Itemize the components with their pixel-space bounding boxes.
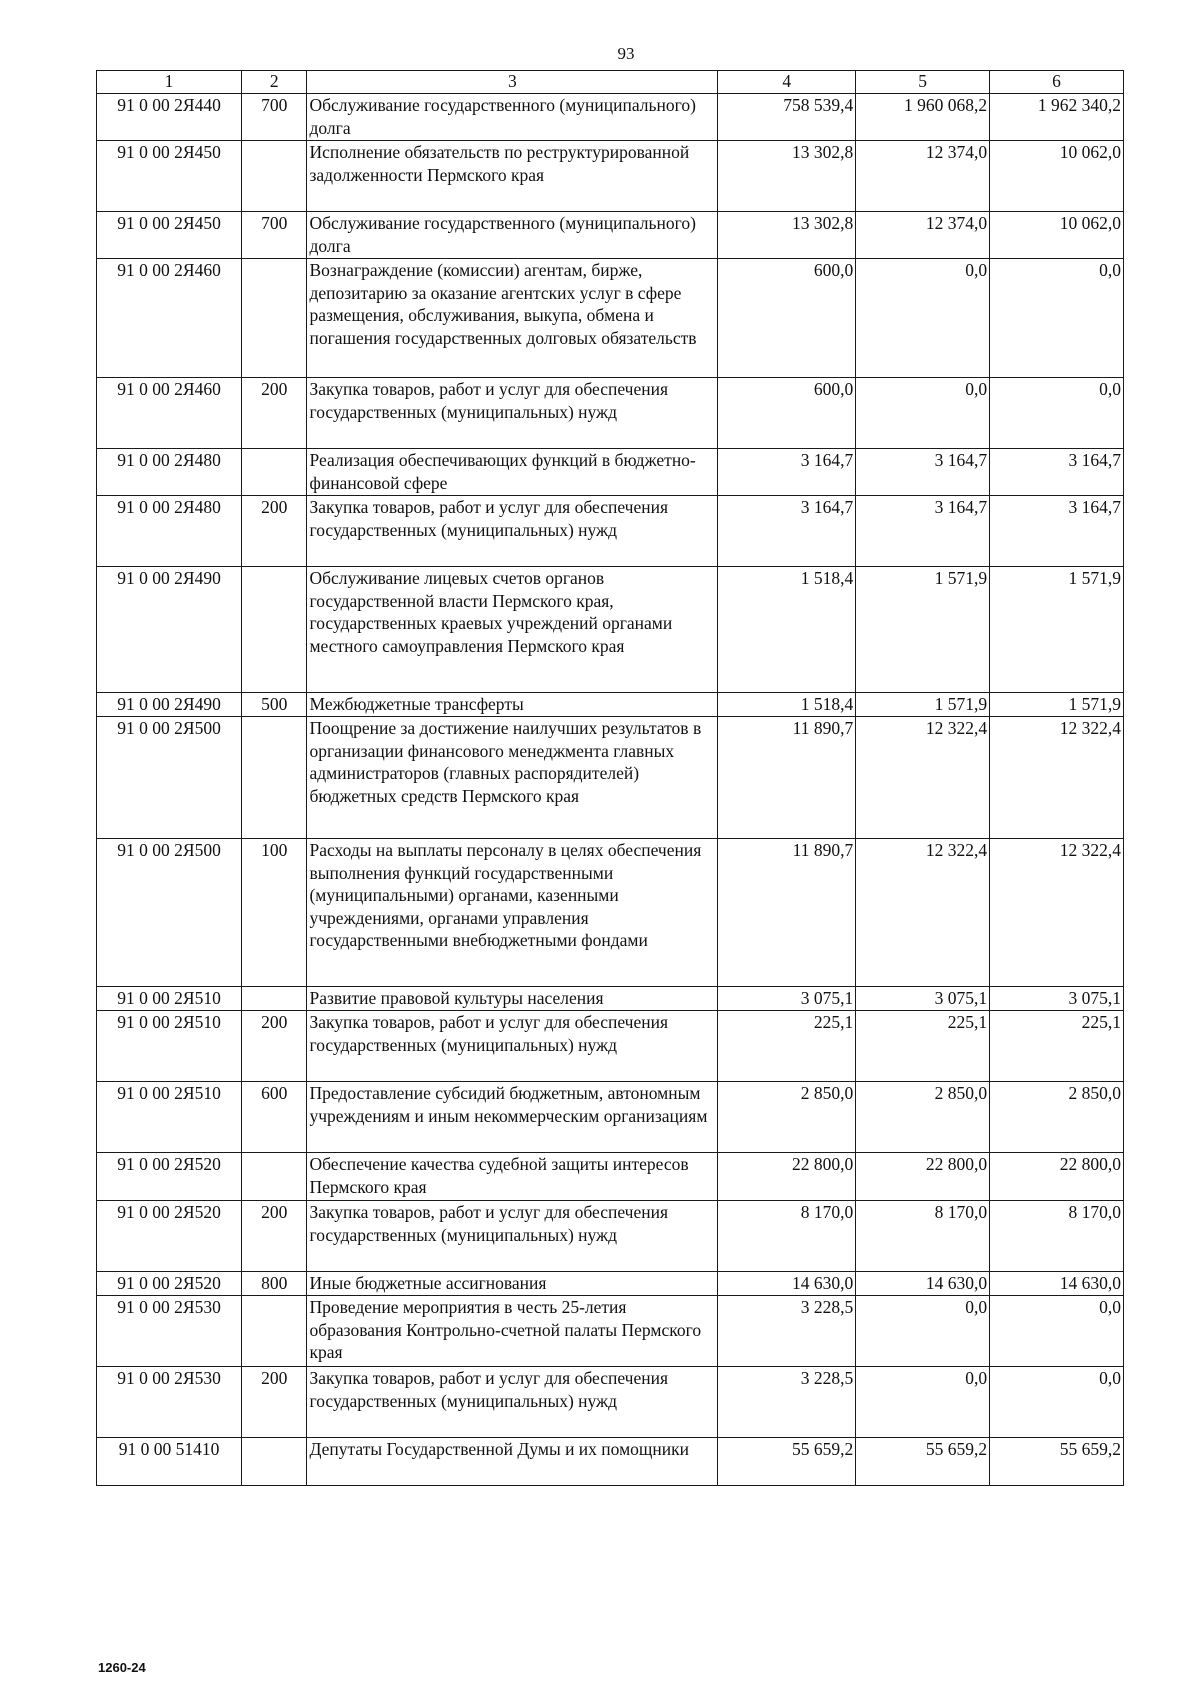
row-code: 91 0 00 2Я500 — [97, 717, 242, 839]
row-value-col5: 14 630,0 — [856, 1272, 990, 1296]
row-value-col5: 1 571,9 — [856, 567, 990, 693]
table-row — [97, 717, 1124, 839]
row-value-col4: 600,0 — [718, 259, 856, 378]
row-name: Межбюджетные трансферты — [307, 693, 718, 717]
row-value-col4: 3 228,5 — [718, 1367, 856, 1438]
row-value-col5: 1 960 068,2 — [856, 94, 990, 141]
row-value-col4: 14 630,0 — [718, 1272, 856, 1296]
column-header-5: 5 — [856, 71, 990, 94]
row-name: Предоставление субсидий бюджетным, автономным учреждениям и иным некоммерческим организациям — [307, 1082, 718, 1153]
row-name: Обслуживание государственного (муниципального) долга — [307, 212, 718, 259]
row-value-col4: 3 228,5 — [718, 1296, 856, 1367]
row-value-col5: 12 374,0 — [856, 141, 990, 212]
table-row — [97, 1082, 1124, 1153]
table-row — [97, 1153, 1124, 1201]
table-row — [97, 259, 1124, 378]
row-code: 91 0 00 2Я490 — [97, 567, 242, 693]
table-row — [97, 1011, 1124, 1082]
table-row — [97, 567, 1124, 693]
row-value-col4: 11 890,7 — [718, 839, 856, 987]
row-value-col4: 1 518,4 — [718, 567, 856, 693]
row-value-col4: 13 302,8 — [718, 212, 856, 259]
row-name: Закупка товаров, работ и услуг для обеспечения государственных (муниципальных) нужд — [307, 1367, 718, 1438]
row-value-col6: 1 962 340,2 — [990, 94, 1124, 141]
table-row — [97, 94, 1124, 141]
row-name: Реализация обеспечивающих функций в бюджетно-финансовой сфере — [307, 449, 718, 496]
row-value-col4: 55 659,2 — [718, 1438, 856, 1486]
row-name: Поощрение за достижение наилучших результатов в организации финансового менеджмента главных администраторов (главных распорядителей) бюджетных средств Пермского края — [307, 717, 718, 839]
row-value-col4: 22 800,0 — [718, 1153, 856, 1201]
row-expense-type — [242, 567, 307, 693]
row-value-col6: 14 630,0 — [990, 1272, 1124, 1296]
row-value-col5: 12 322,4 — [856, 839, 990, 987]
table-row — [97, 1272, 1124, 1296]
row-code: 91 0 00 2Я440 — [97, 94, 242, 141]
row-value-col6: 22 800,0 — [990, 1153, 1124, 1201]
row-expense-type: 700 — [242, 94, 307, 141]
row-value-col6: 225,1 — [990, 1011, 1124, 1082]
row-expense-type — [242, 1153, 307, 1201]
table-row — [97, 378, 1124, 449]
row-code: 91 0 00 2Я500 — [97, 839, 242, 987]
row-name: Закупка товаров, работ и услуг для обеспечения государственных (муниципальных) нужд — [307, 1011, 718, 1082]
row-code: 91 0 00 2Я450 — [97, 212, 242, 259]
column-header-4: 4 — [718, 71, 856, 94]
row-expense-type: 200 — [242, 496, 307, 567]
table-row — [97, 449, 1124, 496]
row-expense-type — [242, 141, 307, 212]
row-value-col6: 3 075,1 — [990, 987, 1124, 1011]
table-row — [97, 1367, 1124, 1438]
row-expense-type: 200 — [242, 1367, 307, 1438]
table-row — [97, 1201, 1124, 1272]
table-row — [97, 496, 1124, 567]
row-value-col4: 8 170,0 — [718, 1201, 856, 1272]
row-name: Развитие правовой культуры населения — [307, 987, 718, 1011]
budget-table — [96, 70, 1124, 1486]
row-value-col5: 3 164,7 — [856, 496, 990, 567]
document-footer-code: 1260-24 — [98, 1660, 146, 1675]
row-value-col5: 0,0 — [856, 1367, 990, 1438]
row-value-col5: 1 571,9 — [856, 693, 990, 717]
row-expense-type — [242, 717, 307, 839]
row-value-col6: 1 571,9 — [990, 693, 1124, 717]
row-name: Закупка товаров, работ и услуг для обеспечения государственных (муниципальных) нужд — [307, 496, 718, 567]
row-expense-type — [242, 1438, 307, 1486]
table-row — [97, 987, 1124, 1011]
row-value-col5: 3 164,7 — [856, 449, 990, 496]
table-row — [97, 839, 1124, 987]
row-value-col6: 1 571,9 — [990, 567, 1124, 693]
row-expense-type: 100 — [242, 839, 307, 987]
row-value-col4: 3 075,1 — [718, 987, 856, 1011]
table-row — [97, 1438, 1124, 1486]
row-code: 91 0 00 2Я480 — [97, 449, 242, 496]
row-name: Исполнение обязательств по реструктурированной задолженности Пермского края — [307, 141, 718, 212]
row-value-col4: 3 164,7 — [718, 449, 856, 496]
row-value-col5: 0,0 — [856, 1296, 990, 1367]
row-expense-type — [242, 449, 307, 496]
row-value-col5: 2 850,0 — [856, 1082, 990, 1153]
row-name: Расходы на выплаты персоналу в целях обеспечения выполнения функций государственными (муниципальными) органами, казенными учреждениями, органами управления государственными внебюджетными фондами — [307, 839, 718, 987]
row-name: Закупка товаров, работ и услуг для обеспечения государственных (муниципальных) нужд — [307, 378, 718, 449]
row-value-col6: 2 850,0 — [990, 1082, 1124, 1153]
column-header-1: 1 — [97, 71, 242, 94]
row-code: 91 0 00 2Я460 — [97, 378, 242, 449]
row-value-col4: 13 302,8 — [718, 141, 856, 212]
row-expense-type — [242, 1296, 307, 1367]
row-name: Иные бюджетные ассигнования — [307, 1272, 718, 1296]
column-header-3: 3 — [307, 71, 718, 94]
row-value-col6: 10 062,0 — [990, 141, 1124, 212]
row-value-col4: 225,1 — [718, 1011, 856, 1082]
row-expense-type — [242, 987, 307, 1011]
row-code: 91 0 00 2Я480 — [97, 496, 242, 567]
row-value-col6: 0,0 — [990, 259, 1124, 378]
row-code: 91 0 00 2Я460 — [97, 259, 242, 378]
row-code: 91 0 00 2Я450 — [97, 141, 242, 212]
row-value-col6: 0,0 — [990, 378, 1124, 449]
row-value-col4: 758 539,4 — [718, 94, 856, 141]
row-expense-type — [242, 259, 307, 378]
table-row — [97, 141, 1124, 212]
row-value-col5: 12 322,4 — [856, 717, 990, 839]
row-code: 91 0 00 2Я520 — [97, 1272, 242, 1296]
row-value-col4: 11 890,7 — [718, 717, 856, 839]
row-code: 91 0 00 2Я510 — [97, 987, 242, 1011]
column-header-2: 2 — [242, 71, 307, 94]
row-code: 91 0 00 2Я530 — [97, 1367, 242, 1438]
row-value-col5: 55 659,2 — [856, 1438, 990, 1486]
column-header-6: 6 — [990, 71, 1124, 94]
row-name: Обслуживание лицевых счетов органов государственной власти Пермского края, государственных краевых учреждений органами местного самоуправления Пермского края — [307, 567, 718, 693]
row-name: Вознаграждение (комиссии) агентам, бирже, депозитарию за оказание агентских услуг в сфере размещения, обслуживания, выкупа, обмена и погашения государственных долговых обязательств — [307, 259, 718, 378]
row-value-col5: 0,0 — [856, 259, 990, 378]
row-value-col5: 3 075,1 — [856, 987, 990, 1011]
row-code: 91 0 00 2Я510 — [97, 1011, 242, 1082]
row-expense-type: 500 — [242, 693, 307, 717]
row-value-col5: 0,0 — [856, 378, 990, 449]
page-number: 93 — [617, 44, 635, 63]
row-value-col6: 3 164,7 — [990, 496, 1124, 567]
table-row — [97, 212, 1124, 259]
row-expense-type: 800 — [242, 1272, 307, 1296]
row-name: Закупка товаров, работ и услуг для обеспечения государственных (муниципальных) нужд — [307, 1201, 718, 1272]
row-code: 91 0 00 51410 — [97, 1438, 242, 1486]
row-code: 91 0 00 2Я530 — [97, 1296, 242, 1367]
row-name: Обслуживание государственного (муниципального) долга — [307, 94, 718, 141]
row-value-col6: 55 659,2 — [990, 1438, 1124, 1486]
row-value-col6: 10 062,0 — [990, 212, 1124, 259]
row-value-col5: 22 800,0 — [856, 1153, 990, 1201]
row-code: 91 0 00 2Я520 — [97, 1201, 242, 1272]
row-code: 91 0 00 2Я520 — [97, 1153, 242, 1201]
row-value-col6: 3 164,7 — [990, 449, 1124, 496]
table-row — [97, 1296, 1124, 1367]
row-name: Депутаты Государственной Думы и их помощники — [307, 1438, 718, 1486]
row-value-col5: 225,1 — [856, 1011, 990, 1082]
table-row — [97, 693, 1124, 717]
row-value-col4: 600,0 — [718, 378, 856, 449]
row-name: Обеспечение качества судебной защиты интересов Пермского края — [307, 1153, 718, 1201]
row-value-col4: 3 164,7 — [718, 496, 856, 567]
row-value-col6: 12 322,4 — [990, 839, 1124, 987]
row-value-col4: 2 850,0 — [718, 1082, 856, 1153]
row-expense-type: 600 — [242, 1082, 307, 1153]
row-value-col6: 0,0 — [990, 1367, 1124, 1438]
row-name: Проведение мероприятия в честь 25-летия образования Контрольно-счетной палаты Пермского края — [307, 1296, 718, 1367]
table-header-row — [97, 71, 1124, 94]
row-expense-type: 200 — [242, 1201, 307, 1272]
row-code: 91 0 00 2Я510 — [97, 1082, 242, 1153]
row-value-col4: 1 518,4 — [718, 693, 856, 717]
row-code: 91 0 00 2Я490 — [97, 693, 242, 717]
row-value-col6: 0,0 — [990, 1296, 1124, 1367]
row-expense-type: 700 — [242, 212, 307, 259]
row-value-col6: 8 170,0 — [990, 1201, 1124, 1272]
row-expense-type: 200 — [242, 378, 307, 449]
row-expense-type: 200 — [242, 1011, 307, 1082]
row-value-col5: 8 170,0 — [856, 1201, 990, 1272]
row-value-col6: 12 322,4 — [990, 717, 1124, 839]
row-value-col5: 12 374,0 — [856, 212, 990, 259]
